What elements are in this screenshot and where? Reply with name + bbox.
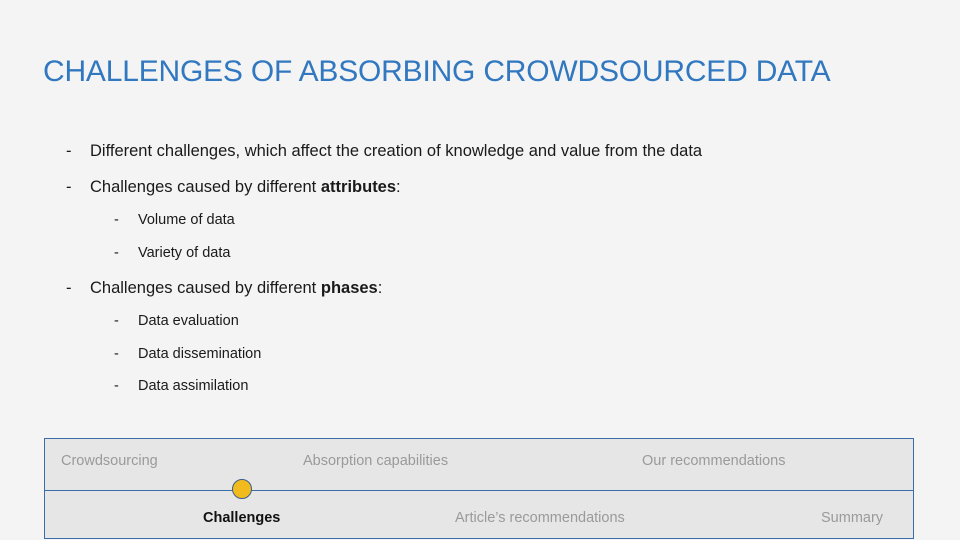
bullet-dash: - <box>114 378 119 394</box>
current-section-marker <box>232 479 252 499</box>
bullet-dash: - <box>114 346 119 362</box>
sub-bullet-item <box>114 346 261 362</box>
bullet-text: Data evaluation <box>138 313 239 329</box>
bullet-text <box>90 178 401 197</box>
bullet-text-part: : <box>377 279 383 297</box>
bullet-item <box>66 279 382 298</box>
bullet-text <box>90 279 382 298</box>
nav-challenges[interactable]: Challenges <box>203 510 281 526</box>
bullet-text-part: Challenges caused by different <box>90 178 321 196</box>
sub-bullet-item <box>114 378 248 394</box>
bullet-text: Data dissemination <box>138 346 262 362</box>
nav-absorption-capabilities[interactable]: Absorption capabilities <box>303 453 449 469</box>
bullet-text-part: Challenges caused by different <box>90 279 321 297</box>
bullet-text: Different challenges, which affect the creation of knowledge and value from the data <box>90 142 703 160</box>
bullet-text: Data assimilation <box>138 378 249 394</box>
sub-bullet-item <box>114 313 239 329</box>
bullet-dash: - <box>114 212 119 228</box>
nav-summary[interactable]: Summary <box>821 510 884 526</box>
bullet-dash: - <box>66 178 72 196</box>
nav-divider <box>45 490 913 491</box>
bullet-item <box>66 178 401 197</box>
bullet-dash: - <box>114 313 119 329</box>
slide-title: CHALLENGES OF ABSORBING CROWDSOURCED DATA <box>43 55 831 88</box>
nav-crowdsourcing[interactable]: Crowdsourcing <box>61 453 158 469</box>
bullet-dash: - <box>114 245 119 261</box>
nav-articles-recommendations[interactable]: Article’s recommendations <box>455 510 625 526</box>
bullet-text: Volume of data <box>138 212 235 228</box>
bullet-text-emphasis: phases <box>320 279 378 297</box>
bullet-dash: - <box>66 279 72 297</box>
bullet-text-emphasis: attributes <box>320 178 397 196</box>
sub-bullet-item <box>114 245 230 261</box>
bullet-text: Variety of data <box>138 245 231 261</box>
bullet-item <box>66 142 702 161</box>
section-navigation <box>44 438 914 539</box>
bullet-dash: - <box>66 142 72 160</box>
sub-bullet-item <box>114 212 235 228</box>
nav-our-recommendations[interactable]: Our recommendations <box>642 453 786 469</box>
bullet-text-part: : <box>396 178 401 196</box>
